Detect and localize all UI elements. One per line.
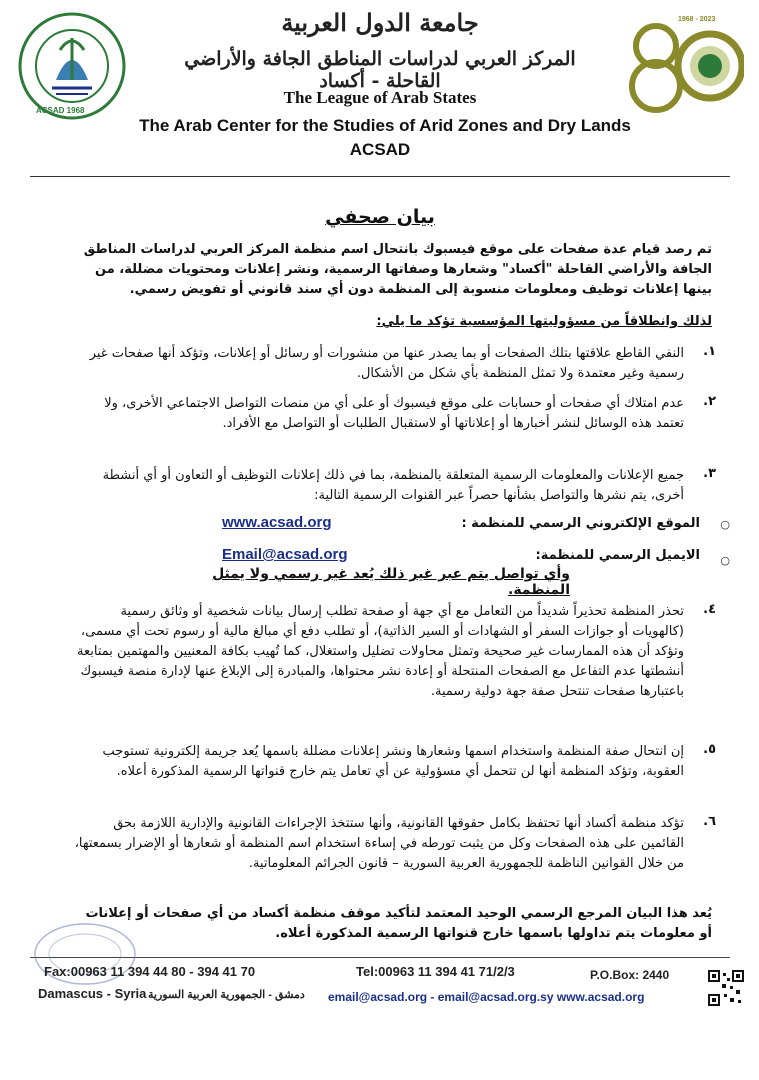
item-number: .٥ <box>703 742 716 757</box>
list-item: عدم امتلاك أي صفحات أو حسابات على موقع فيسبوك أو على أي من منصات التواصل الاجتماعي الأخرى، ولا تعتمد هذه الوسائل لنشر أخبارها أو إعلاناتها أو لاستقبال الطلبات أو التواصل مع الأفراد. <box>104 396 684 431</box>
city-english: Damascus - Syria <box>38 986 147 1001</box>
list-item: جميع الإعلانات والمعلومات الرسمية المتعلقة بالمنظمة، بما في ذلك إعلانات التوظيف أو التعاون أو أي أنشطة أخرى، يتم نشرها والتواصل بشأنها حصراً عبر القنوات الرسمية التالية: <box>102 468 684 503</box>
item-number: .٢ <box>703 394 716 409</box>
bullet-icon: ○ <box>720 554 730 567</box>
city-arabic: دمشق - الجمهورية العربية السورية <box>148 989 305 1001</box>
footer-contacts[interactable]: email@acsad.org - email@acsad.org.sy www.acsad.org <box>328 990 645 1004</box>
closing-statement: يُعد هذا البيان المرجع الرسمي الوحيد المعتمد لتأكيد موقف منظمة أكساد من أي صفحات أو إعلانات أو معلومات يتم تداولها باسمها خارج قنواتها الرسمية المذكورة أعلاه. <box>85 906 712 941</box>
website-link[interactable]: www.acsad.org <box>222 514 332 531</box>
qr-code-icon <box>708 970 744 1006</box>
lead-sentence: لذلك وانطلاقاً من مسؤوليتها المؤسسية تؤكد ما يلي: <box>376 314 712 329</box>
anniversary-80-logo <box>626 14 744 114</box>
item-number: .٣ <box>703 466 716 481</box>
bullet-icon: ○ <box>720 518 730 531</box>
english-org-name: The League of Arab States <box>283 88 477 107</box>
item-number: .٦ <box>703 814 716 829</box>
acronym: ACSAD <box>349 140 411 159</box>
list-item: إن انتحال صفة المنظمة واستخدام اسمها وشعارها ونشر إعلانات مضللة باسمها يُعد جريمة إلكترونية تستوجب العقوبة، وتؤكد المنظمة أنها لن تتحمل أي مسؤولية عن أي تعامل يتم خارج قنواتها الرسمية المذكورة أعلاه. <box>102 744 684 779</box>
email-link[interactable]: Email@acsad.org <box>222 546 348 563</box>
arabic-center-name: المركز العربي لدراسات المناطق الجافة والأراضي القاحلة - أكساد <box>184 48 576 92</box>
po-box: P.O.Box: 2440 <box>590 968 670 982</box>
header-divider <box>30 176 730 177</box>
document-title: بيان صحفي <box>325 206 435 228</box>
english-center-name: The Arab Center for the Studies of Arid Zones and Dry Lands <box>139 116 631 135</box>
list-item: تؤكد منظمة أكساد أنها تحتفظ بكامل حقوقها القانونية، وأنها ستتخذ الإجراءات القانونية والإدارية اللازمة بحق القائمين على هذه الصفحات وكل من يثبت تورطه في إساءة استخدام اسم المنظمة أو شعارها أو الإضرار بسمعتها، من خلال القوانين الناظمة للجمهورية العربية السورية – قانون الجرائم المعلوماتية. <box>74 816 684 871</box>
seal-caption: ACSAD 1968 <box>36 106 85 115</box>
list-item: تحذر المنظمة تحذيراً شديداً من التعامل مع أي جهة أو صفحة تطلب إرسال بيانات شخصية أو وثائق رسمية (كالهويات أو جوازات السفر أو الشهادات أو السير الذاتية)، أو تطلب دفع أي مبالغ مالية أو رسوم تحت أي مسمى، وتؤكد أن هذه الممارسات غير صحيحة وتمثل محاولات تضليل واستغلال، كما تُهيب بكافة المعنيين والمهتمين بمتابعة أنشطتها عدم التفاعل مع الصفحات المنتحلة أو إعادة نشر محتواها، والمبادرة إلى الإبلاغ عنها لإدارة منصة فيسبوك باعتبارها صفحات تنتحل صفة جهة دولية رسمية. <box>77 604 684 699</box>
item-number: .١ <box>703 344 716 359</box>
arabic-org-name: جامعة الدول العربية <box>281 8 479 37</box>
intro-paragraph: تم رصد قيام عدة صفحات على موقع فيسبوك بانتحال اسم منظمة المركز العربي لدراسات المناطق الجافة والأراضي القاحلة "أكساد" وشعارها وصفاتها الرسمية، ونشر إعلانات ومحتويات مضللة، من بينها إعلانات توظيف ومعلومات منسوبة إلى المنظمة دون أي سند قانوني أو تفويض رسمي. <box>83 242 712 297</box>
list-item: النفي القاطع علاقتها بتلك الصفحات أو بما يصدر عنها من منشورات أو رسائل أو إعلانات، وتؤكد أنها صفحات غير رسمية وغير معتمدة ولا تمثل المنظمة بأي شكل من الأشكال. <box>89 346 684 381</box>
fax-number: Fax:00963 11 394 44 80 - 394 41 70 <box>44 964 256 979</box>
channels-note: وأي تواصل يتم عبر غير ذلك يُعد غير رسمي ولا يمثل المنظمة. <box>212 566 570 598</box>
channel-label: الايميل الرسمي للمنظمة: <box>535 548 700 563</box>
channel-label: الموقع الإلكتروني الرسمي للمنظمة : <box>461 516 700 531</box>
anniversary-years: 1968 - 2023 <box>678 16 716 23</box>
item-number: .٤ <box>703 602 716 617</box>
tel-number: Tel:00963 11 394 41 71/2/3 <box>356 964 515 979</box>
